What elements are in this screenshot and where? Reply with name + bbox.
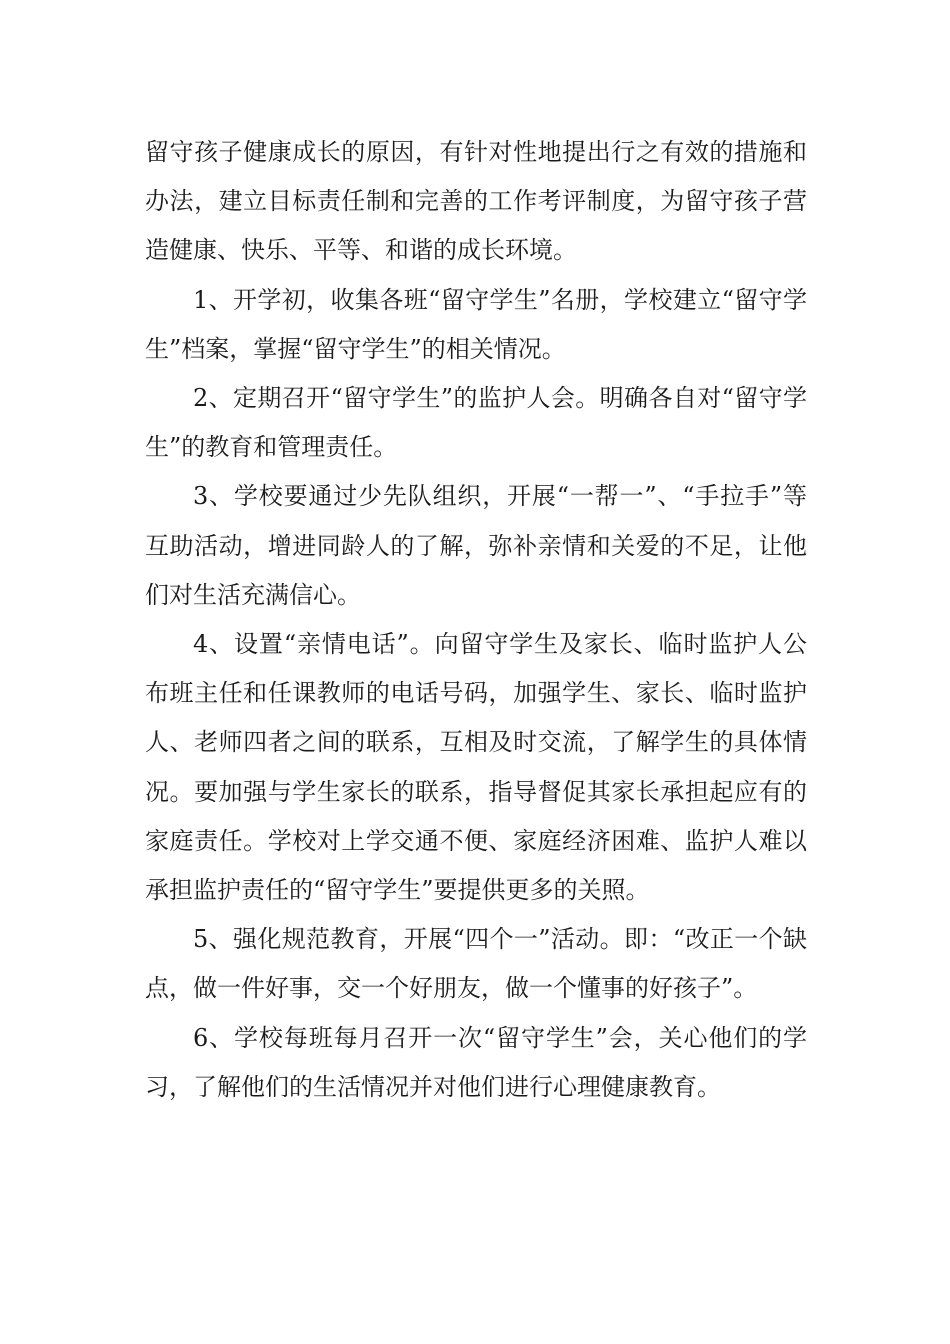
paragraph-item-3: 3、学校要通过少先队组织，开展“一帮一”、“手拉手”等互助活动，增进同龄人的了解，弥补亲情和关爱的不足，让他们对生活充满信心。 — [145, 482, 807, 609]
paragraph-item-4: 4、设置“亲情电话”。向留守学生及家长、临时监护人公布班主任和任课教师的电话号码，加强学生、家长、临时监护人、老师四者之间的联系，互相及时交流，了解学生的具体情况。要加强与学生家长的联系，指导督促其家长承担起应有的家庭责任。学校对上学交通不便、家庭经济困难、监护人难以承担监护责任的“留守学生”要提供更多的关照。 — [145, 630, 807, 905]
paragraph-continuation: 留守孩子健康成长的原因，有针对性地提出行之有效的措施和办法，建立目标责任制和完善的工作考评制度，为留守孩子营造健康、快乐、平等、和谐的成长环境。 — [145, 138, 807, 265]
paragraph-item-6: 6、学校每班每月召开一次“留守学生”会，关心他们的学习，了解他们的生活情况并对他们进行心理健康教育。 — [145, 1023, 807, 1101]
document-body — [145, 128, 807, 1112]
paragraph-item-2: 2、定期召开“留守学生”的监护人会。明确各自对“留守学生”的教育和管理责任。 — [145, 384, 807, 462]
paragraph-item-1: 1、开学初，收集各班“留守学生”名册，学校建立“留守学生”档案，掌握“留守学生”的相关情况。 — [145, 285, 807, 363]
paragraph-item-5: 5、强化规范教育，开展“四个一”活动。即：“改正一个缺点，做一件好事，交一个好朋友，做一个懂事的好孩子”。 — [145, 925, 807, 1003]
